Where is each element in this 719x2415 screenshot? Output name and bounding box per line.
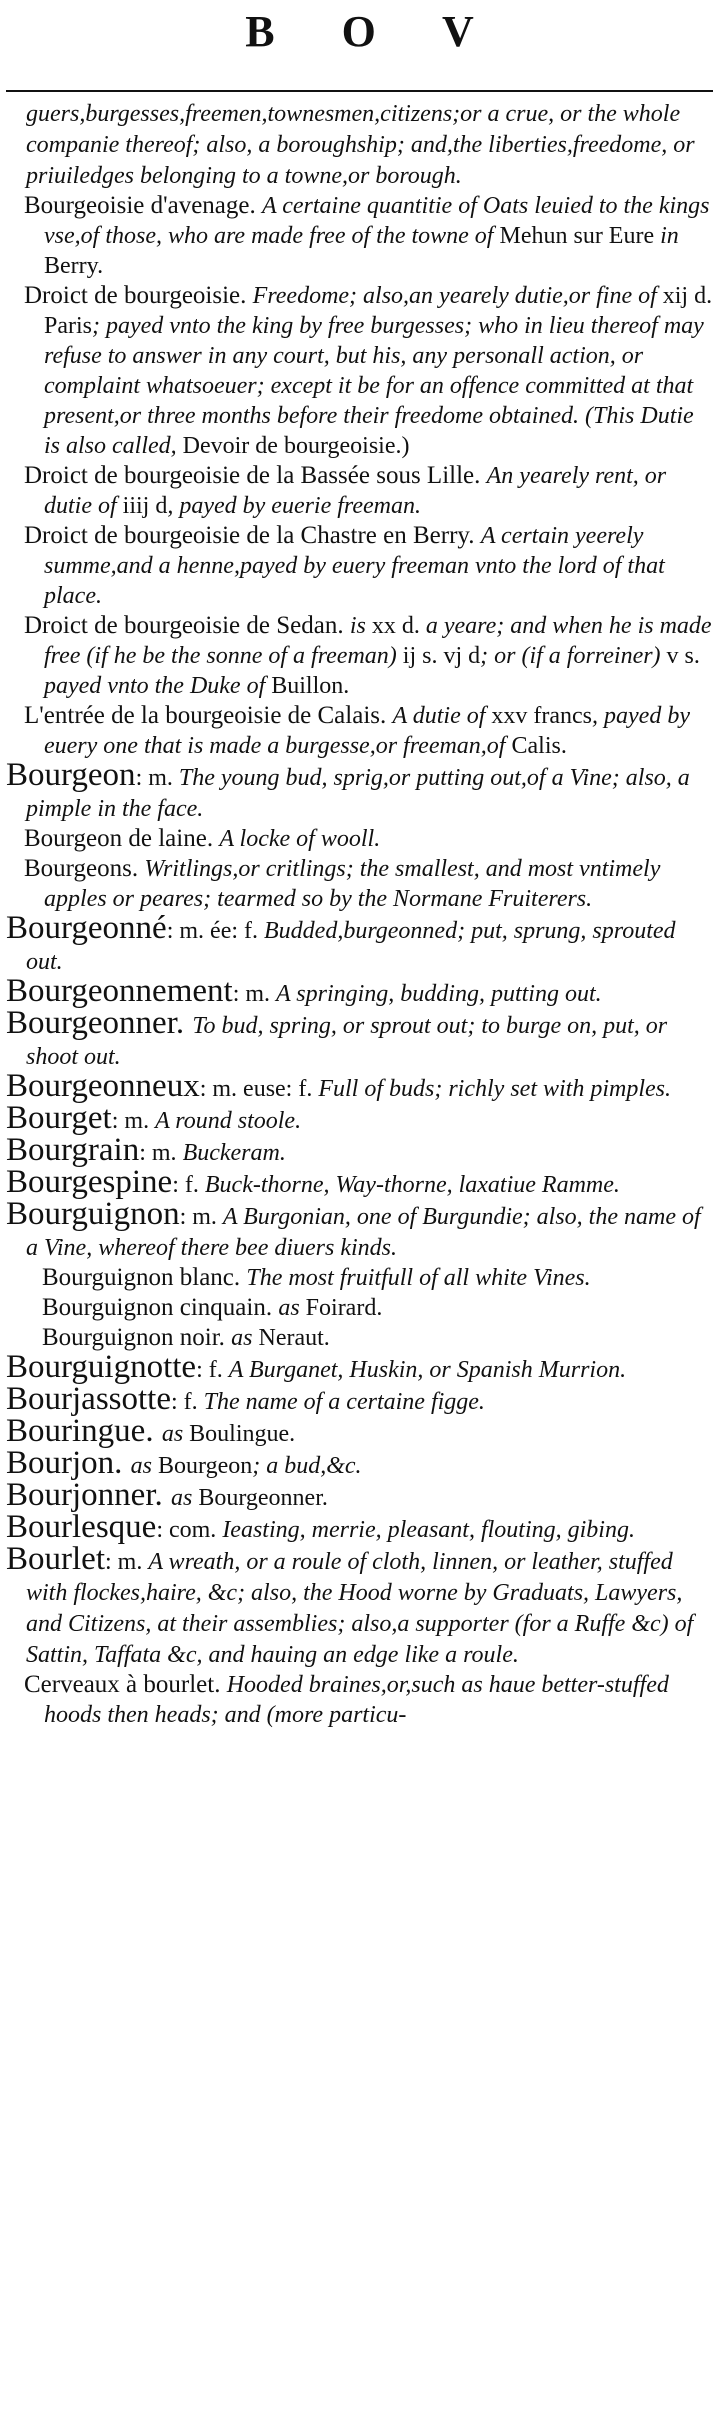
roman-text: Bourgeonner. [198, 1485, 328, 1511]
roman-text: Neraut. [258, 1325, 330, 1351]
headword: Bourgeoisie d'avenage. [24, 192, 263, 219]
header-rule [6, 90, 713, 92]
roman-text: Calis. [511, 733, 567, 759]
headword: L'entrée de la bourgeoisie de Calais. [24, 702, 393, 729]
headword: Bourgespine [6, 1164, 173, 1200]
headword: Bourget [6, 1100, 112, 1136]
dictionary-entry [6, 521, 713, 611]
roman-text: xxv francs [491, 703, 593, 729]
definition-text: An yearely rent, or dutie of [44, 463, 667, 519]
entry-continuation [6, 98, 713, 191]
definition-text: Buck-thorne, Way-thorne, laxatiue Ramme. [204, 1172, 620, 1198]
definition-text: as [278, 1295, 306, 1321]
definition-text: The most fruitfull of all white Vines. [246, 1265, 591, 1291]
definition-text: Hooded braines,or,such as haue better-stuffed hoods then heads; and (more particu- [44, 1672, 669, 1728]
roman-text: Buillon. [271, 673, 350, 699]
headword: Bourgeon de laine. [24, 825, 220, 852]
dictionary-entry [6, 1670, 713, 1730]
dictionary-entry [6, 1068, 713, 1104]
headword: Bourguignon blanc. [42, 1264, 247, 1291]
grammar-label: : m. euse: f. [199, 1076, 319, 1102]
headword: Bourlesque [6, 1509, 157, 1545]
roman-text: Boulingue. [189, 1421, 296, 1447]
grammar-label: : m. [104, 1549, 149, 1575]
headword: Bourguignotte [6, 1349, 197, 1385]
headword: Bourjon. [6, 1445, 131, 1481]
definition-text: A round stoole. [155, 1108, 302, 1134]
definition-text: as [161, 1421, 190, 1447]
dictionary-entry [6, 910, 713, 977]
headword: Bourgeonné [6, 910, 167, 946]
headword: Bourlet [6, 1541, 105, 1577]
definition-text: Ieasting, merrie, pleasant, flouting, gibing. [222, 1517, 635, 1543]
grammar-label: : m. [111, 1108, 156, 1134]
grammar-label: : f. [196, 1357, 229, 1383]
definition-text: in [654, 223, 679, 249]
page-header: B O V [245, 7, 502, 56]
roman-text: ij s. vj d [402, 643, 481, 669]
definition-text: A Burgonian, one of Burgundie; also, the name of a Vine, whereof there bee diuers kinds. [26, 1204, 701, 1261]
headword: Bourgeon [6, 757, 136, 793]
definition-text: guers,burgesses,freemen,townesmen,citizens;or a crue, or the whole companie thereof; also, a boroughship; and,the liberties,freedome, or priuiledges belonging to a towne,or borough. [26, 101, 695, 189]
definition-text: A wreath, or a roule of cloth, linnen, or leather, stuffed with flockes,haire, &c; also, the Hood worne by Graduats, Lawyers, and Citizens, at their assemblies; also,a supporter (for a Ruffe &c) of Sattin, Taffata &c, and hauing an edge like a roule. [26, 1549, 694, 1668]
dictionary-entry [6, 701, 713, 761]
grammar-label: : m. [135, 765, 179, 791]
definition-text: A springing, budding, putting out. [276, 981, 602, 1007]
headword: Bourgeons. [24, 855, 145, 882]
headword: Bourguignon [6, 1196, 180, 1232]
headword: Bourgeonnement [6, 973, 233, 1009]
roman-text: Berry. [44, 253, 104, 279]
roman-text: v s. [666, 643, 700, 669]
definition-text: is [349, 613, 372, 639]
definition-text: a yeare; and when he is made free (if he be the sonne of a freeman) [44, 613, 712, 669]
dictionary-entry [6, 281, 713, 461]
dictionary-entry [6, 611, 713, 701]
dictionary-entry [6, 854, 713, 914]
roman-text: Bourgeon [158, 1453, 253, 1479]
headword: Bourguignon cinquain. [42, 1294, 279, 1321]
dictionary-entry [6, 191, 713, 281]
dictionary-entry [6, 1196, 713, 1263]
roman-text: xij d. Paris [44, 283, 713, 339]
definition-text: as [231, 1325, 259, 1351]
definition-text: Budded,burgeonned; put, sprung, sprouted out. [26, 918, 676, 975]
dictionary-entry [6, 1509, 713, 1545]
headword: Droict de bourgeoisie de Sedan. [24, 612, 350, 639]
headword: Bourjassotte [6, 1381, 171, 1417]
definition-text: Freedome; also,an yearely dutie,or fine of [252, 283, 663, 309]
headword: Droict de bourgeoisie de la Chastre en Berry. [24, 522, 481, 549]
dictionary-entry [6, 1293, 713, 1323]
roman-text: Devoir de bourgeoisie.) [182, 433, 410, 459]
roman-text: iiij d [122, 493, 168, 519]
definition-text: as [130, 1453, 159, 1479]
definition-text: A Burganet, Huskin, or Spanish Murrion. [228, 1357, 627, 1383]
definition-text: payed vnto the Duke of [44, 673, 272, 699]
grammar-label: : f. [170, 1389, 204, 1415]
grammar-label: : m. [232, 981, 277, 1007]
definition-text: To bud, spring, or sprout out; to burge on, put, or shoot out. [26, 1013, 668, 1070]
definition-text: , payed by euerie freeman. [167, 493, 422, 519]
dictionary-entry [6, 1263, 713, 1293]
definition-text: Buckeram. [182, 1140, 286, 1166]
roman-text: xx d. [371, 613, 420, 639]
dictionary-entry [6, 824, 713, 854]
definition-text: as [170, 1485, 199, 1511]
definition-text: A locke of wooll. [219, 826, 381, 852]
definition-text: The name of a certaine figge. [203, 1389, 485, 1415]
dictionary-column [6, 98, 713, 1730]
dictionary-entry [6, 461, 713, 521]
headword: Bourjonner. [6, 1477, 171, 1513]
headword: Bourgeonneux [6, 1068, 200, 1104]
grammar-label: : com. [156, 1517, 223, 1543]
definition-text: Full of buds; richly set with pimples. [318, 1076, 671, 1102]
definition-text: ; a bud,&c. [252, 1453, 362, 1479]
definition-text: ; payed vnto the king by free burgesses; who in lieu thereof may refuse to answer in any court, but his, any personall action, or complaint whatsoeuer; except it be for an offence committed at that present,or three months before their freedome obtained. (This Dutie is also called, [44, 313, 704, 459]
headword: Bourgrain [6, 1132, 140, 1168]
headword: Droict de bourgeoisie de la Bassée sous Lille. [24, 462, 487, 489]
grammar-label: : m. [139, 1140, 183, 1166]
headword: Bourguignon noir. [42, 1324, 232, 1351]
definition-text: The young bud, sprig,or putting out,of a Vine; also, a pimple in the face. [26, 765, 690, 822]
headword: Bourgeonner. [6, 1005, 193, 1041]
grammar-label: : m. [179, 1204, 223, 1230]
definition-text: Writlings,or critlings; the smallest, and most vntimely apples or peares; tearmed so by the Normane Fruiterers. [44, 856, 661, 912]
grammar-label: : f. [172, 1172, 205, 1198]
definition-text: A dutie of [392, 703, 492, 729]
definition-text: ; or (if a forreiner) [480, 643, 667, 669]
dictionary-entry [6, 1005, 713, 1072]
headword: Bouringue. [6, 1413, 162, 1449]
definition-text: A certaine quantitie of Oats leuied to the kings vse,of those, who are made free of the towne of [44, 193, 710, 249]
roman-text: Foirard. [305, 1295, 383, 1321]
dictionary-entry [6, 1541, 713, 1670]
roman-text: Mehun sur Eure [499, 223, 655, 249]
headword: Cerveaux à bourlet. [24, 1671, 227, 1698]
headword: Droict de bourgeoisie. [24, 282, 253, 309]
grammar-label: : m. ée: f. [166, 918, 265, 944]
definition-text: A certain yeerely summe,and a henne,payed by euery freeman vnto the lord of that place. [44, 523, 665, 609]
definition-text: , payed by euery one that is made a burgesse,or freeman,of [44, 703, 690, 759]
dictionary-entry [6, 757, 713, 824]
